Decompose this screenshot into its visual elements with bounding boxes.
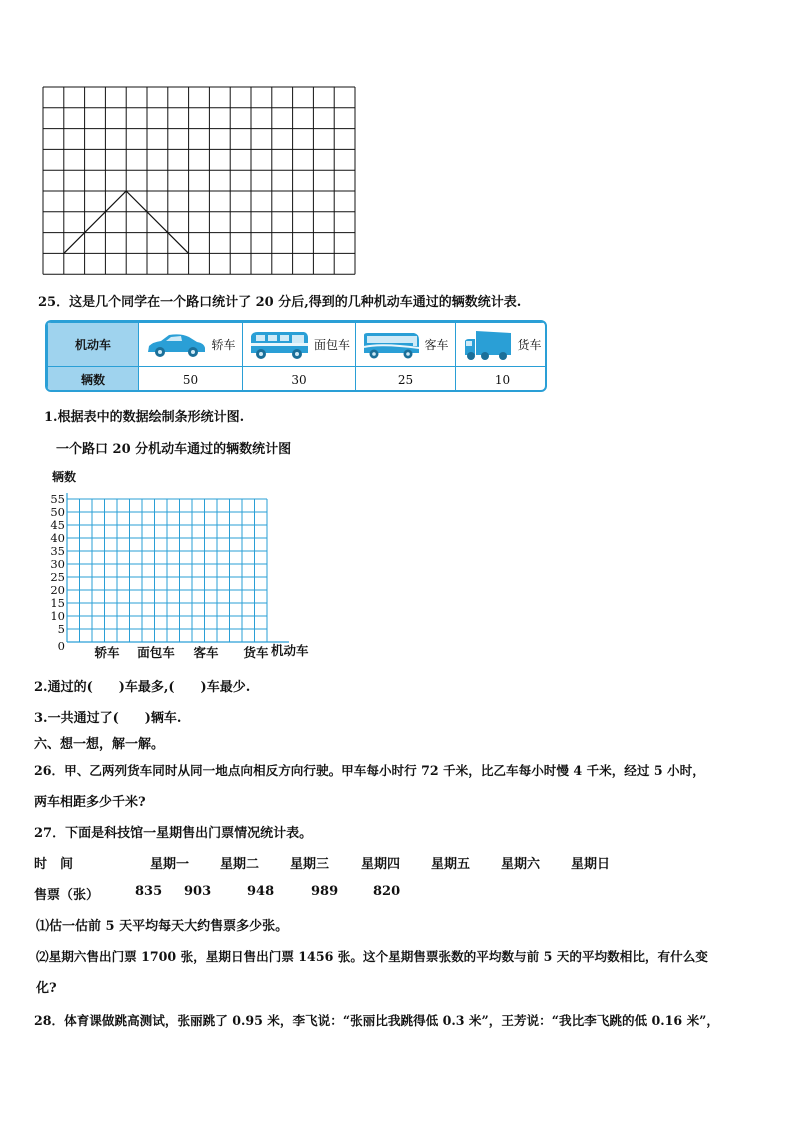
vehicle-cell-minibus [243, 323, 356, 367]
cargo-truck-icon [463, 329, 513, 361]
chart-title: 一个路口 20 分机动车通过的辆数统计图 [56, 442, 292, 457]
x-category-label: 客车 [193, 645, 219, 660]
count-sedan: 50 [139, 367, 243, 393]
count-truck: 10 [456, 367, 548, 393]
sedan-car-icon [145, 331, 207, 359]
q27-day-thu: 星期四 [361, 857, 401, 872]
q27-ticket-mon: 835 [135, 884, 163, 899]
y-tick-label: 45 [50, 518, 65, 532]
y-tick-label: 35 [50, 544, 65, 558]
q25-sub2: 2.通过的( )车最多,( )车最少. [34, 680, 251, 695]
q27-title: 27．下面是科技馆一星期售出门票情况统计表。 [34, 826, 313, 841]
q27-day-sun: 星期日 [571, 857, 611, 872]
q27-day-wed: 星期三 [290, 857, 330, 872]
vehicle-name-truck: 货车 [517, 338, 542, 352]
q25-sub3: 3.一共通过了( )辆车. [34, 711, 182, 726]
q25-title: 25．这是几个同学在一个路口统计了 20 分后,得到的几种机动车通过的辆数统计表. [38, 295, 522, 310]
section-six-heading: 六、想一想，解一解。 [34, 737, 165, 752]
q27-ticket-wed: 948 [247, 884, 275, 899]
y-tick-label: 20 [50, 583, 65, 597]
q27-day-tue: 星期二 [220, 857, 260, 872]
x-axis-label: 机动车 [271, 643, 309, 658]
coach-bus-icon [362, 331, 420, 359]
y-tick-label: 15 [50, 596, 65, 610]
q27-ticket-thu: 989 [311, 884, 339, 899]
y-tick-label: 25 [50, 570, 65, 584]
y-tick-label: 10 [50, 609, 65, 623]
q27-part1: ⑴估一估前 5 天平均每天大约售票多少张。 [36, 919, 289, 934]
q27-row-label-tickets: 售票（张） [34, 888, 100, 903]
q27-day-fri: 星期五 [431, 857, 471, 872]
y-tick-label: 50 [50, 505, 65, 519]
q26-line2: 两车相距多少千米? [34, 795, 146, 810]
bar-chart [40, 470, 360, 670]
q27-ticket-tue: 903 [184, 884, 212, 899]
count-coach: 25 [356, 367, 456, 393]
q25-sub1: 1.根据表中的数据绘制条形统计图. [44, 410, 245, 425]
q27-day-mon: 星期一 [150, 857, 190, 872]
vehicle-cell-sedan [139, 323, 243, 367]
vehicle-name-sedan: 轿车 [211, 338, 236, 352]
y-tick-label: 30 [50, 557, 65, 571]
y-tick-label: 55 [50, 492, 65, 506]
y-axis-label: 辆数 [52, 470, 77, 484]
minibus-icon [248, 330, 310, 360]
q27-ticket-fri: 820 [373, 884, 401, 899]
count-minibus: 30 [243, 367, 356, 393]
table-header-vehicle: 机动车 [48, 323, 139, 367]
y-tick-label: 40 [50, 531, 65, 545]
vehicle-cell-coach [356, 323, 456, 367]
q27-part2-line1: ⑵星期六售出门票 1700 张，星期日售出门票 1456 张。这个星期售票张数的平均数与前 5 天的平均数相比，有什么变 [36, 949, 708, 964]
q28-line1: 28．体育课做跳高测试，张丽跳了 0.95 米，李飞说：“张丽比我跳得低 0.3 米”，王芳说：“我比李飞跳的低 0.16 米”， [34, 1013, 720, 1028]
q27-row-label-time: 时 间 [34, 857, 74, 872]
x-category-label: 货车 [243, 645, 269, 660]
q27-day-sat: 星期六 [501, 857, 541, 872]
vehicle-cell-truck [456, 323, 548, 367]
table-header-count: 辆数 [48, 367, 139, 393]
vehicle-count-table [45, 320, 547, 392]
q27-part2-line2: 化? [36, 981, 57, 996]
square-grid-with-triangle [42, 86, 358, 276]
x-category-label: 轿车 [94, 645, 120, 660]
y-tick-label: 0 [57, 639, 65, 653]
vehicle-name-minibus: 面包车 [313, 338, 350, 352]
y-tick-label: 5 [57, 622, 65, 636]
q26-line1: 26．甲、乙两列货车同时从同一地点向相反方向行驶。甲车每小时行 72 千米，比乙车每小时慢 4 千米，经过 5 小时， [34, 763, 705, 778]
x-category-label: 面包车 [137, 645, 175, 660]
vehicle-name-coach: 客车 [424, 338, 449, 352]
